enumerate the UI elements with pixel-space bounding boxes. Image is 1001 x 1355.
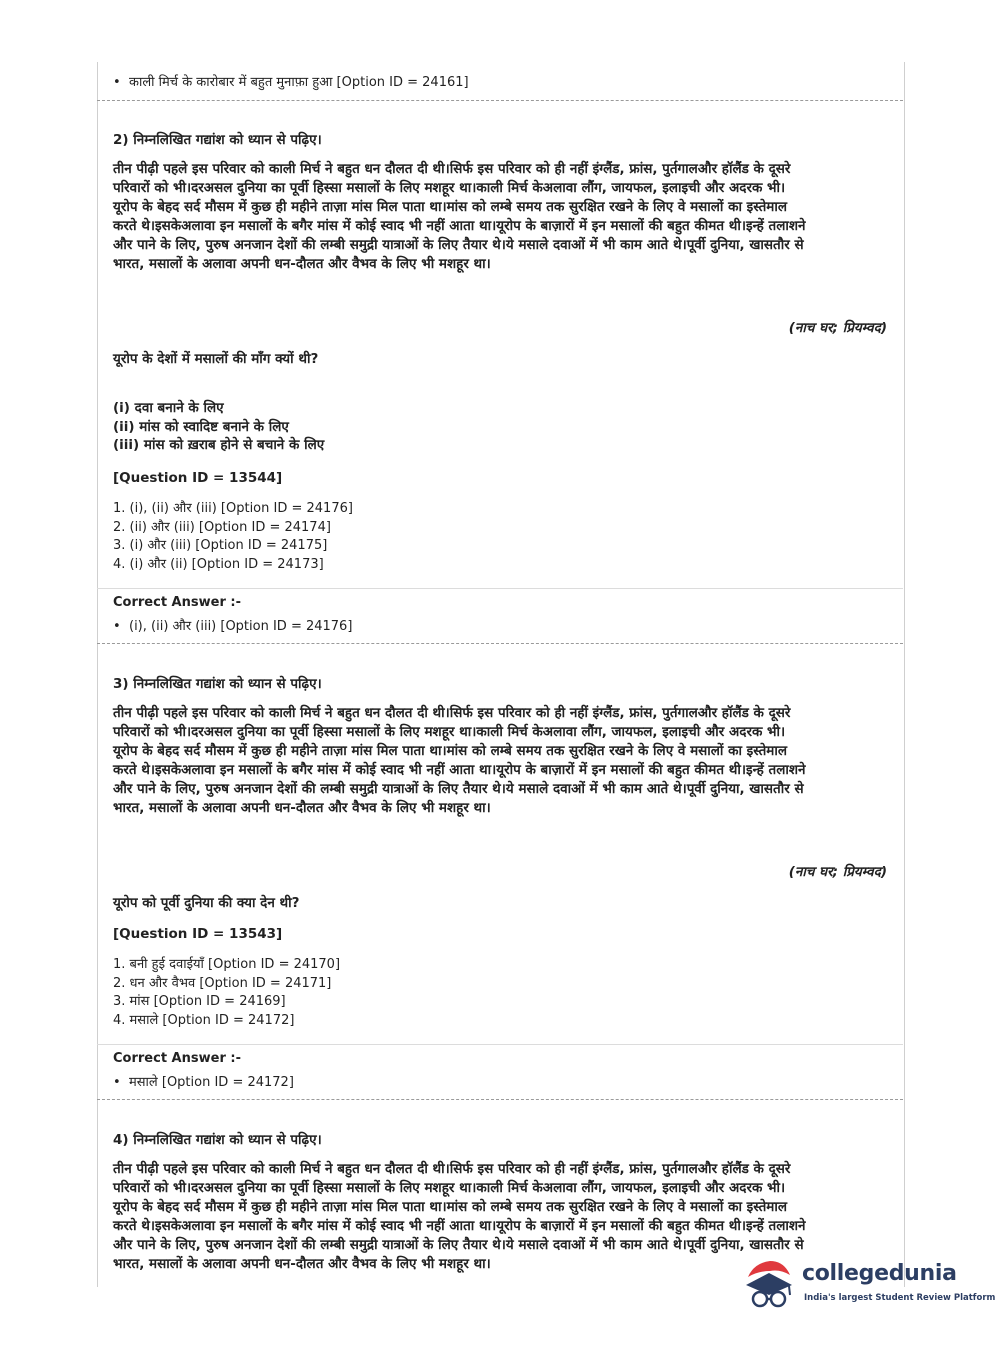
- option-item: 1. (i), (ii) और (iii) [Option ID = 24176]: [113, 501, 353, 516]
- option-item: 2. (ii) और (iii) [Option ID = 24174]: [113, 519, 331, 535]
- passage-line: परिवारों को भी।दरअसल दुनिया का पूर्वी हिस्सा मसालों के लिए मशहूर था।काली मिर्च केअलावा लौंग, जायफल, इलाइची और अदरक भी।: [113, 724, 786, 740]
- q2-title: 2) निम्नलिखित गद्यांश को ध्यान से पढ़िए।: [113, 132, 322, 148]
- passage-line: करते थे।इसकेअलावा इन मसालों के बगैर मांस में कोई स्वाद भी नहीं आता था।यूरोप के बाज़ारों में इन मसालों की बहुत कीमत थी।इन्हें तलाशने: [113, 218, 806, 234]
- passage-line: परिवारों को भी।दरअसल दुनिया का पूर्वी हिस्सा मसालों के लिए मशहूर था।काली मिर्च केअलावा लौंग, जायफल, इलाइची और अदरक भी।: [113, 180, 786, 196]
- q2-source: (नाच घर; प्रियम्वद): [788, 320, 887, 336]
- passage-line: यूरोप के बेहद सर्द मौसम में कुछ ही महीने ताज़ा मांस मिल पाता था।मांस को लम्बे समय तक सुरक्षित रखने के लिए वे मसालों का इस्तेमाल: [113, 199, 787, 215]
- divider: [97, 1044, 903, 1045]
- q4-title: 4) निम्नलिखित गद्यांश को ध्यान से पढ़िए।: [113, 1132, 322, 1148]
- q3-correct-answer-label: Correct Answer :-: [113, 1051, 241, 1066]
- q2-correct-answer-label: Correct Answer :-: [113, 595, 241, 610]
- previous-correct-answer: • काली मिर्च के कारोबार में बहुत मुनाफ़ा हुआ [Option ID = 24161]: [113, 75, 469, 90]
- q2-question: यूरोप के देशों में मसालों की माँग क्यों थी?: [113, 351, 319, 367]
- q2-question-id: [Question ID = 13544]: [113, 470, 283, 486]
- separator: [97, 643, 903, 644]
- divider: [97, 588, 903, 589]
- logo-wordmark: collegedunia: [802, 1261, 957, 1286]
- option-item: 4. (i) और (ii) [Option ID = 24173]: [113, 557, 324, 573]
- passage-line: करते थे।इसकेअलावा इन मसालों के बगैर मांस में कोई स्वाद भी नहीं आता था।यूरोप के बाज़ारों में इन मसालों की बहुत कीमत थी।इन्हें तलाशने: [113, 762, 806, 778]
- q2-answer-text: (i), (ii) और (iii) [Option ID = 24176]: [129, 619, 353, 634]
- passage-line: भारत, मसालों के अलावा अपनी धन-दौलत और वैभव के लिए भी मशहूर था।: [113, 256, 491, 272]
- passage-line: और पाने के लिए, पुरुष अनजान देशों की लम्बी समुद्री यात्राओं के लिए तैयार थे।ये मसाले दवाओं में भी काम आते थे।पूर्वी दुनिया, खासतौर से: [113, 1237, 804, 1253]
- q2-passage: [113, 160, 889, 274]
- passage-line: भारत, मसालों के अलावा अपनी धन-दौलत और वैभव के लिए भी मशहूर था।: [113, 1256, 491, 1272]
- collegedunia-logo: [740, 1253, 996, 1313]
- passage-line: और पाने के लिए, पुरुष अनजान देशों की लम्बी समुद्री यात्राओं के लिए तैयार थे।ये मसाले दवाओं में भी काम आते थे।पूर्वी दुनिया, खासतौर से: [113, 237, 804, 253]
- option-item: 3. मांस [Option ID = 24169]: [113, 994, 286, 1010]
- q2-correct-answer: • (i), (ii) और (iii) [Option ID = 24176]: [113, 619, 353, 634]
- passage-line: तीन पीढ़ी पहले इस परिवार को काली मिर्च ने बहुत धन दौलत दी थी।सिर्फ इस परिवार को ही नहीं इंग्लैंड, फ्रांस, पुर्तगालऔर हॉलैंड के दूसरे: [113, 705, 791, 721]
- sub-item: (ii) मांस को स्वादिष्ट बनाने के लिए: [113, 418, 289, 435]
- q2-sub-items: [113, 399, 889, 455]
- mascot-icon: [740, 1255, 798, 1311]
- separator: [97, 1099, 903, 1100]
- passage-line: तीन पीढ़ी पहले इस परिवार को काली मिर्च ने बहुत धन दौलत दी थी।सिर्फ इस परिवार को ही नहीं इंग्लैंड, फ्रांस, पुर्तगालऔर हॉलैंड के दूसरे: [113, 1161, 791, 1177]
- passage-line: भारत, मसालों के अलावा अपनी धन-दौलत और वैभव के लिए भी मशहूर था।: [113, 800, 491, 816]
- previous-answer-text: काली मिर्च के कारोबार में बहुत मुनाफ़ा हुआ [Option ID = 24161]: [129, 75, 469, 90]
- option-item: 2. धन और वैभव [Option ID = 24171]: [113, 975, 332, 991]
- passage-line: यूरोप के बेहद सर्द मौसम में कुछ ही महीने ताज़ा मांस मिल पाता था।मांस को लम्बे समय तक सुरक्षित रखने के लिए वे मसालों का इस्तेमाल: [113, 1199, 787, 1215]
- q3-question: यूरोप को पूर्वी दुनिया की क्या देन थी?: [113, 895, 300, 911]
- q3-source: (नाच घर; प्रियम्वद): [788, 864, 887, 880]
- passage-line: यूरोप के बेहद सर्द मौसम में कुछ ही महीने ताज़ा मांस मिल पाता था।मांस को लम्बे समय तक सुरक्षित रखने के लिए वे मसालों का इस्तेमाल: [113, 743, 787, 759]
- sub-item: (iii) मांस को ख़राब होने से बचाने के लिए: [113, 437, 325, 454]
- q3-passage: [113, 704, 889, 818]
- passage-line: और पाने के लिए, पुरुष अनजान देशों की लम्बी समुद्री यात्राओं के लिए तैयार थे।ये मसाले दवाओं में भी काम आते थे।पूर्वी दुनिया, खासतौर से: [113, 781, 804, 797]
- sub-item: (i) दवा बनाने के लिए: [113, 400, 224, 416]
- passage-line: तीन पीढ़ी पहले इस परिवार को काली मिर्च ने बहुत धन दौलत दी थी।सिर्फ इस परिवार को ही नहीं इंग्लैंड, फ्रांस, पुर्तगालऔर हॉलैंड के दूसरे: [113, 161, 791, 177]
- option-item: 3. (i) और (iii) [Option ID = 24175]: [113, 538, 328, 554]
- passage-line: परिवारों को भी।दरअसल दुनिया का पूर्वी हिस्सा मसालों के लिए मशहूर था।काली मिर्च केअलावा लौंग, जायफल, इलाइची और अदरक भी।: [113, 1180, 786, 1196]
- q3-correct-answer: • मसाले [Option ID = 24172]: [113, 1075, 294, 1090]
- option-item: 1. बनी हुई दवाईयाँ [Option ID = 24170]: [113, 957, 341, 972]
- option-item: 4. मसाले [Option ID = 24172]: [113, 1013, 295, 1029]
- q2-options: [113, 500, 889, 575]
- q3-answer-text: मसाले [Option ID = 24172]: [129, 1075, 294, 1090]
- passage-line: करते थे।इसकेअलावा इन मसालों के बगैर मांस में कोई स्वाद भी नहीं आता था।यूरोप के बाज़ारों में इन मसालों की बहुत कीमत थी।इन्हें तलाशने: [113, 1218, 806, 1234]
- separator: [97, 100, 903, 101]
- q3-title: 3) निम्नलिखित गद्यांश को ध्यान से पढ़िए।: [113, 676, 322, 692]
- q3-question-id: [Question ID = 13543]: [113, 926, 283, 942]
- q3-options: [113, 956, 889, 1031]
- logo-tagline: India's largest Student Review Platform: [804, 1293, 996, 1303]
